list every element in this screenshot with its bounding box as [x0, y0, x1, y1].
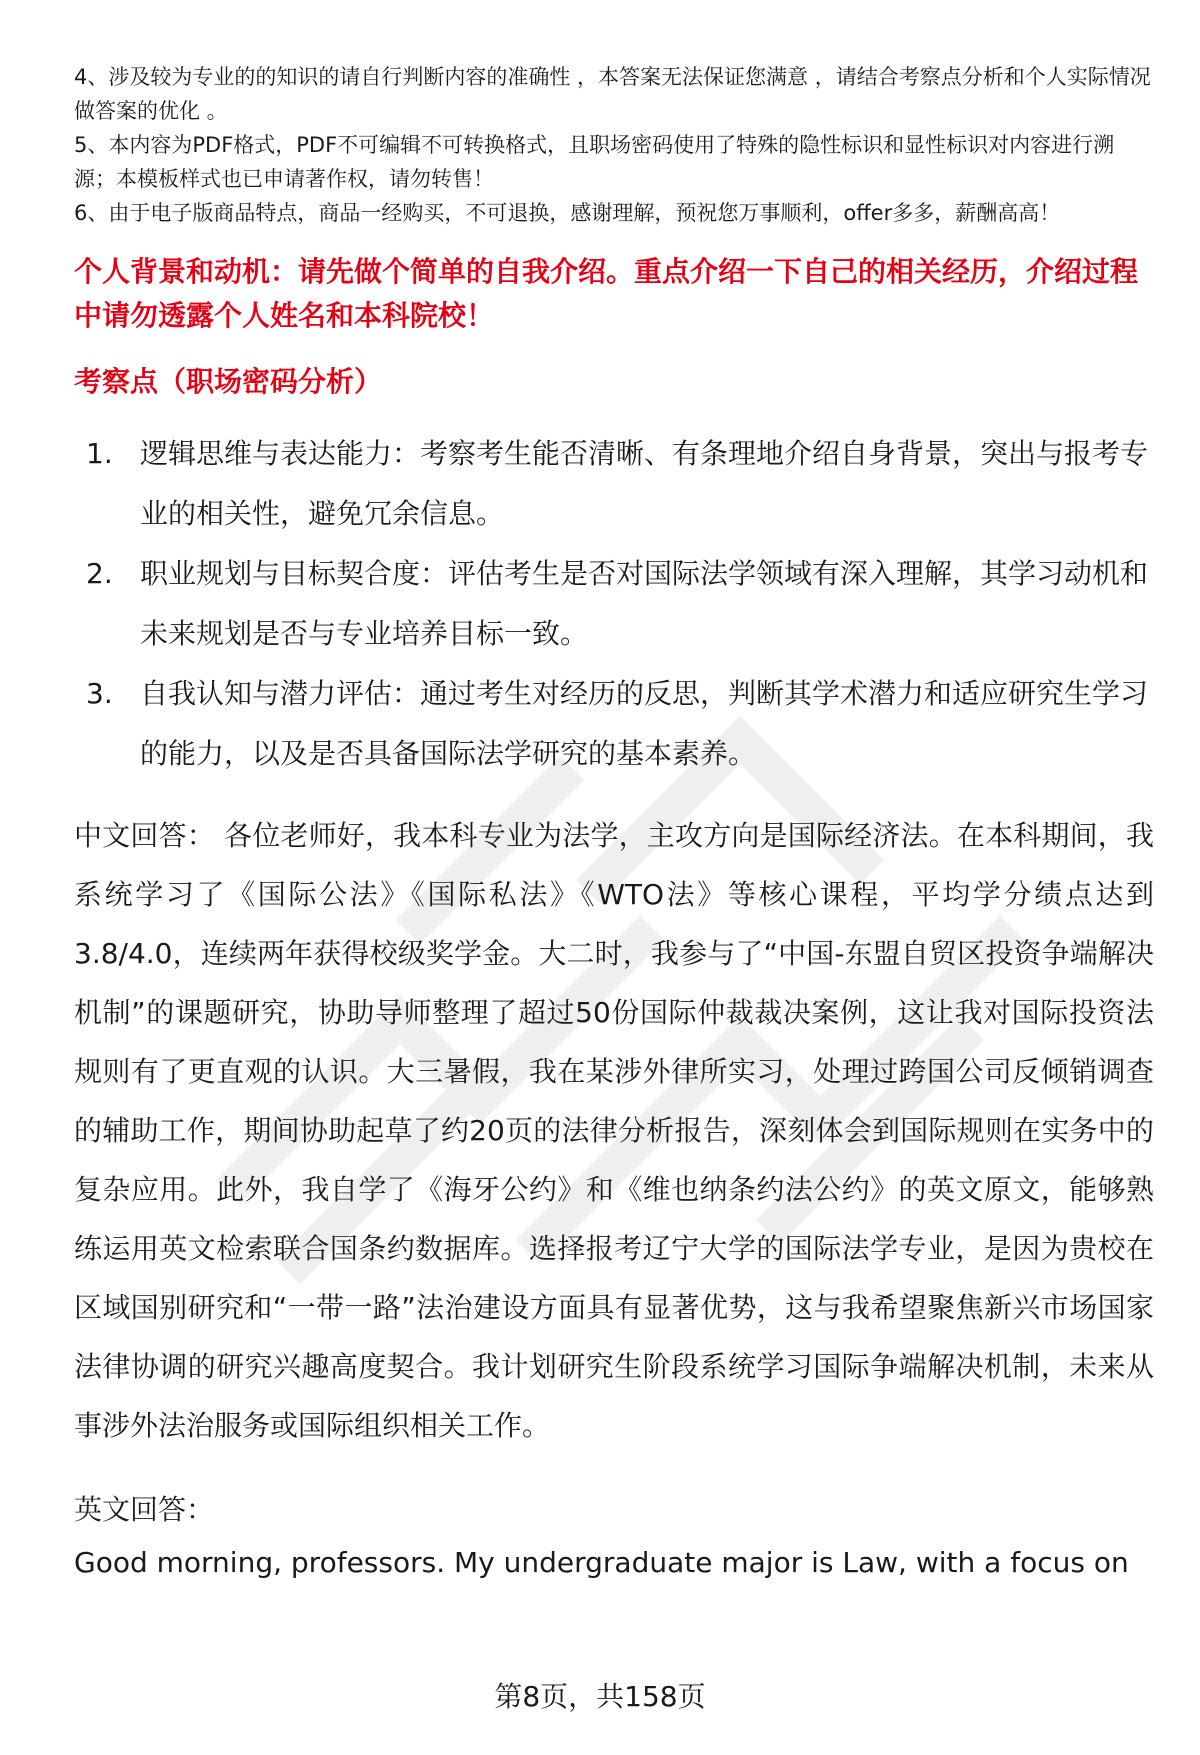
assessment-points-list: [74, 424, 1154, 784]
note-item: 4、涉及较为专业的的知识的请自行判断内容的准确性 ，本答案无法保证您满意 ，请结合考察点分析和个人实际情况做答案的优化 。: [74, 65, 1151, 123]
page-number-footer: 第8页，共158页: [494, 1680, 706, 1713]
chinese-answer: 中文回答： 各位老师好，我本科专业为法学，主攻方向是国际经济法。在本科期间，我系统学习了《国际公法》《国际私法》《WTO法》等核心课程，平均学分绩点达到3.8/4.0，连续两年获得校级奖学金。大二时，我参与了“中国-东盟自贸区投资争端解决机制”的课题研究，协助导师整理了超过50份国际仲裁裁决案例，这让我对国际投资法规则有了更直观的认识。大三暑假，我在某涉外律所实习，处理过跨国公司反倾销调查的辅助工作，期间协助起草了约20页的法律分析报告，深刻体会到国际规则在实务中的复杂应用。此外，我自学了《海牙公约》和《维也纳条约法公约》的英文原文，能够熟练运用英文检索联合国条约数据库。选择报考辽宁大学的国际法学专业，是因为贵校在区域国别研究和“一带一路”法治建设方面具有显著优势，这与我希望聚焦新兴市场国家法律协调的研究兴趣高度契合。我计划研究生阶段系统学习国际争端解决机制，未来从事涉外法治服务或国际组织相关工作。: [74, 819, 1154, 1442]
question-heading: 个人背景和动机：请先做个简单的自我介绍。重点介绍一下自己的相关经历，介绍过程中请勿透露个人姓名和本科院校！: [74, 255, 1139, 332]
list-item: [74, 544, 1154, 664]
notes-section: [74, 60, 1154, 230]
list-item-number: 1.: [86, 437, 113, 470]
list-item-number: 3.: [86, 677, 113, 710]
list-item-text: 逻辑思维与表达能力：考察考生能否清晰、有条理地介绍自身背景，突出与报考专业的相关性，避免冗余信息。: [140, 437, 1149, 530]
note-item: 5、本内容为PDF格式，PDF不可编辑不可转换格式，且职场密码使用了特殊的隐性标识和显性标识对内容进行溯源；本模板样式也已申请著作权，请勿转售！: [74, 133, 1115, 191]
document-content: [74, 60, 1154, 1585]
list-item: [74, 664, 1154, 784]
note-item: 6、由于电子版商品特点，商品一经购买，不可退换，感谢理解，预祝您万事顺利，offer多多，薪酬高高！: [74, 201, 1061, 225]
section-title: 考察点（职场密码分析）: [74, 365, 383, 398]
english-answer: Good morning, professors. My undergraduate major is Law, with a focus on: [74, 1546, 1129, 1579]
list-item-text: 自我认知与潜力评估：通过考生对经历的反思，判断其学术潜力和适应研究生学习的能力，以及是否具备国际法学研究的基本素养。: [140, 677, 1149, 770]
english-answer-label: 英文回答：: [74, 1493, 215, 1526]
list-item: [74, 424, 1154, 544]
list-item-text: 职业规划与目标契合度：评估考生是否对国际法学领域有深入理解，其学习动机和未来规划是否与专业培养目标一致。: [140, 557, 1149, 650]
list-item-number: 2.: [86, 557, 113, 590]
